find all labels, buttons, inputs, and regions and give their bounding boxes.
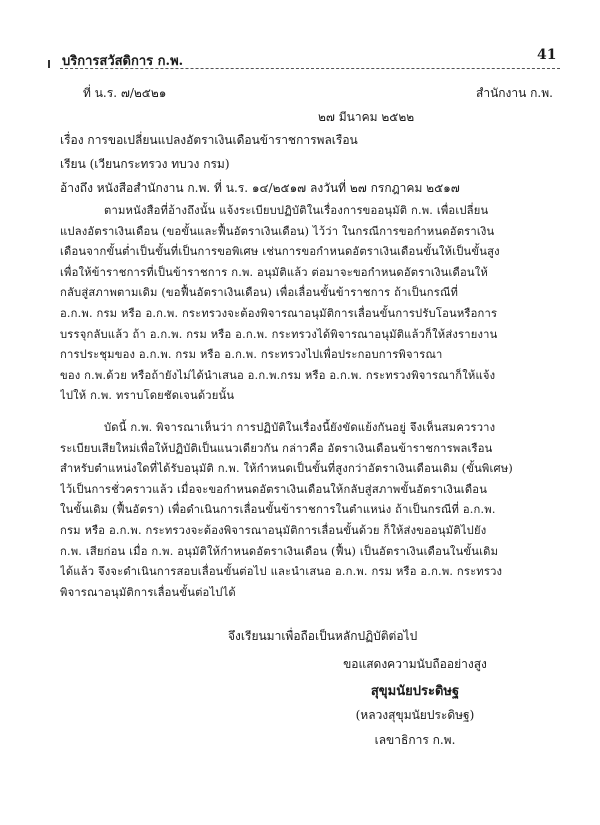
signer-position: เลขาธิการ ก.พ. <box>374 733 456 747</box>
letter-date: ๒๗ มีนาคม ๒๕๒๒ <box>318 110 415 124</box>
body-paragraph-1 <box>60 201 560 407</box>
reference-number: ที่ น.ร. ๗/๒๕๒๑ <box>83 86 167 100</box>
issuing-office: สำนักงาน ก.พ. <box>476 86 553 100</box>
paragraph-line: อ.ก.พ. กรม หรือ อ.ก.พ. กระทรวงจะต้องพิจารณาอนุมัติการเลื่อนขั้นการปรับโอนหรือการ <box>60 306 498 320</box>
running-title: บริการสวัสดิการ ก.พ. <box>62 54 184 69</box>
page-number: 41 <box>537 47 557 63</box>
closing-regards: ขอแสดงความนับถืออย่างสูง <box>343 657 487 671</box>
paragraph-line: พิจารณาอนุมัติการเลื่อนขั้นต่อไปได้ <box>60 585 236 599</box>
paragraph-line: แปลงอัตราเงินเดือน (ขอขั้นและฟื้นอัตราเงินเดือน) ไว้ว่า ในกรณีการขอกำหนดอัตราเงิน <box>60 224 495 238</box>
paragraph-line: ในขั้นเดิม (ฟื้นอัตรา) เพื่อดำเนินการเลื่อนขั้นข้าราชการในตำแหน่ง ถ้าเป็นกรณีที่ อ.ก.พ. <box>60 503 496 517</box>
closing-request: จึงเรียนมาเพื่อถือเป็นหลักปฏิบัติต่อไป <box>228 629 418 643</box>
paragraph-line: ได้แล้ว จึงจะดำเนินการสอบเลื่อนขั้นต่อไป และนำเสนอ อ.ก.พ. กรม หรือ อ.ก.พ. กระทรวง <box>60 565 503 579</box>
paragraph-line: สำหรับตำแหน่งใดที่ได้รับอนุมัติ ก.พ. ให้กำหนดเป็นขั้นที่สูงกว่าอัตราเงินเดือนเดิม (ขั้นพิเศษ) <box>60 462 513 476</box>
paragraph-line: การประชุมของ อ.ก.พ. กรม หรือ อ.ก.พ. กระทรวงไปเพื่อประกอบการพิจารณา <box>60 348 443 362</box>
paragraph-line: ระเบียบเสียใหม่เพื่อให้ปฏิบัติเป็นแนวเดียวกัน กล่าวคือ อัตราเงินเดือนข้าราชการพลเรือน <box>60 441 493 455</box>
addressee-line: เรียน (เวียนกระทรวง ทบวง กรม) <box>60 157 230 171</box>
paragraph-line: ไปให้ ก.พ. ทราบโดยชัดเจนด้วยนั้น <box>60 389 235 403</box>
header-divider <box>60 68 560 69</box>
paragraph-line: ตามหนังสือที่อ้างถึงนั้น แจ้งระเบียบปฏิบัติในเรื่องการขออนุมัติ ก.พ. เพื่อเปลี่ยน <box>104 204 489 217</box>
paragraph-line: บัดนี้ ก.พ. พิจารณาเห็นว่า การปฏิบัติในเรื่องนี้ยังขัดแย้งกันอยู่ จึงเห็นสมควรวาง <box>104 421 496 434</box>
paragraph-line: ไว้เป็นการชั่วคราวแล้ว เมื่อจะขอกำหนดอัตราเงินเดือนให้กลับสู่สภาพขั้นอัตราเงินเดือน <box>60 482 488 496</box>
paragraph-line: ของ ก.พ.ด้วย หรือถ้ายังไม่ได้นำเสนอ อ.ก.พ.กรม หรือ อ.ก.พ. กระทรวงพิจารณาก็ให้แจ้ง <box>60 368 496 382</box>
paragraph-line: กลับสู่สภาพตามเดิม (ขอฟื้นอัตราเงินเดือน) เพื่อเลื่อนขั้นข้าราชการ ถ้าเป็นกรณีที่ <box>60 286 459 300</box>
body-paragraph-2 <box>60 418 560 603</box>
paragraph-line: ก.พ. เสียก่อน เมื่อ ก.พ. อนุมัติให้กำหนดอัตราเงินเดือน (ฟื้น) เป็นอัตราเงินเดือนในขั้นเดิม <box>60 544 499 558</box>
paragraph-line: เดือนจากขั้นต่ำเป็นขั้นที่เป็นการขอพิเศษ เช่นการขอกำหนดอัตราเงินเดือนขั้นให้เป็นขั้นสูง <box>60 245 500 259</box>
paragraph-line: กรม หรือ อ.ก.พ. กระทรวงจะต้องพิจารณาอนุมัติการเลื่อนขั้นด้วย ก็ให้ส่งขออนุมัติไปยัง <box>60 523 487 537</box>
scan-artifact <box>48 60 62 68</box>
paragraph-line: บรรจุกลับแล้ว ถ้า อ.ก.พ. กรม หรือ อ.ก.พ. กระทรวงได้พิจารณาอนุมัติแล้วก็ให้ส่งรายงาน <box>60 327 498 341</box>
paragraph-line: เพื่อให้ข้าราชการที่เป็นข้าราชการ ก.พ. อนุมัติแล้ว ต่อมาจะขอกำหนดอัตราเงินเดือนให้ <box>60 265 488 279</box>
reference-line: อ้างถึง หนังสือสำนักงาน ก.พ. ที่ น.ร. ๑๔/๒๕๑๗ ลงวันที่ ๒๗ กรกฎาคม ๒๕๑๗ <box>60 181 460 195</box>
signer-name: (หลวงสุขุมนัยประดิษฐ) <box>355 708 475 722</box>
signature: สุขุมนัยประดิษฐ <box>370 684 460 699</box>
subject-line: เรื่อง การขอเปลี่ยนแปลงอัตราเงินเดือนข้าราชการพลเรือน <box>60 133 358 147</box>
